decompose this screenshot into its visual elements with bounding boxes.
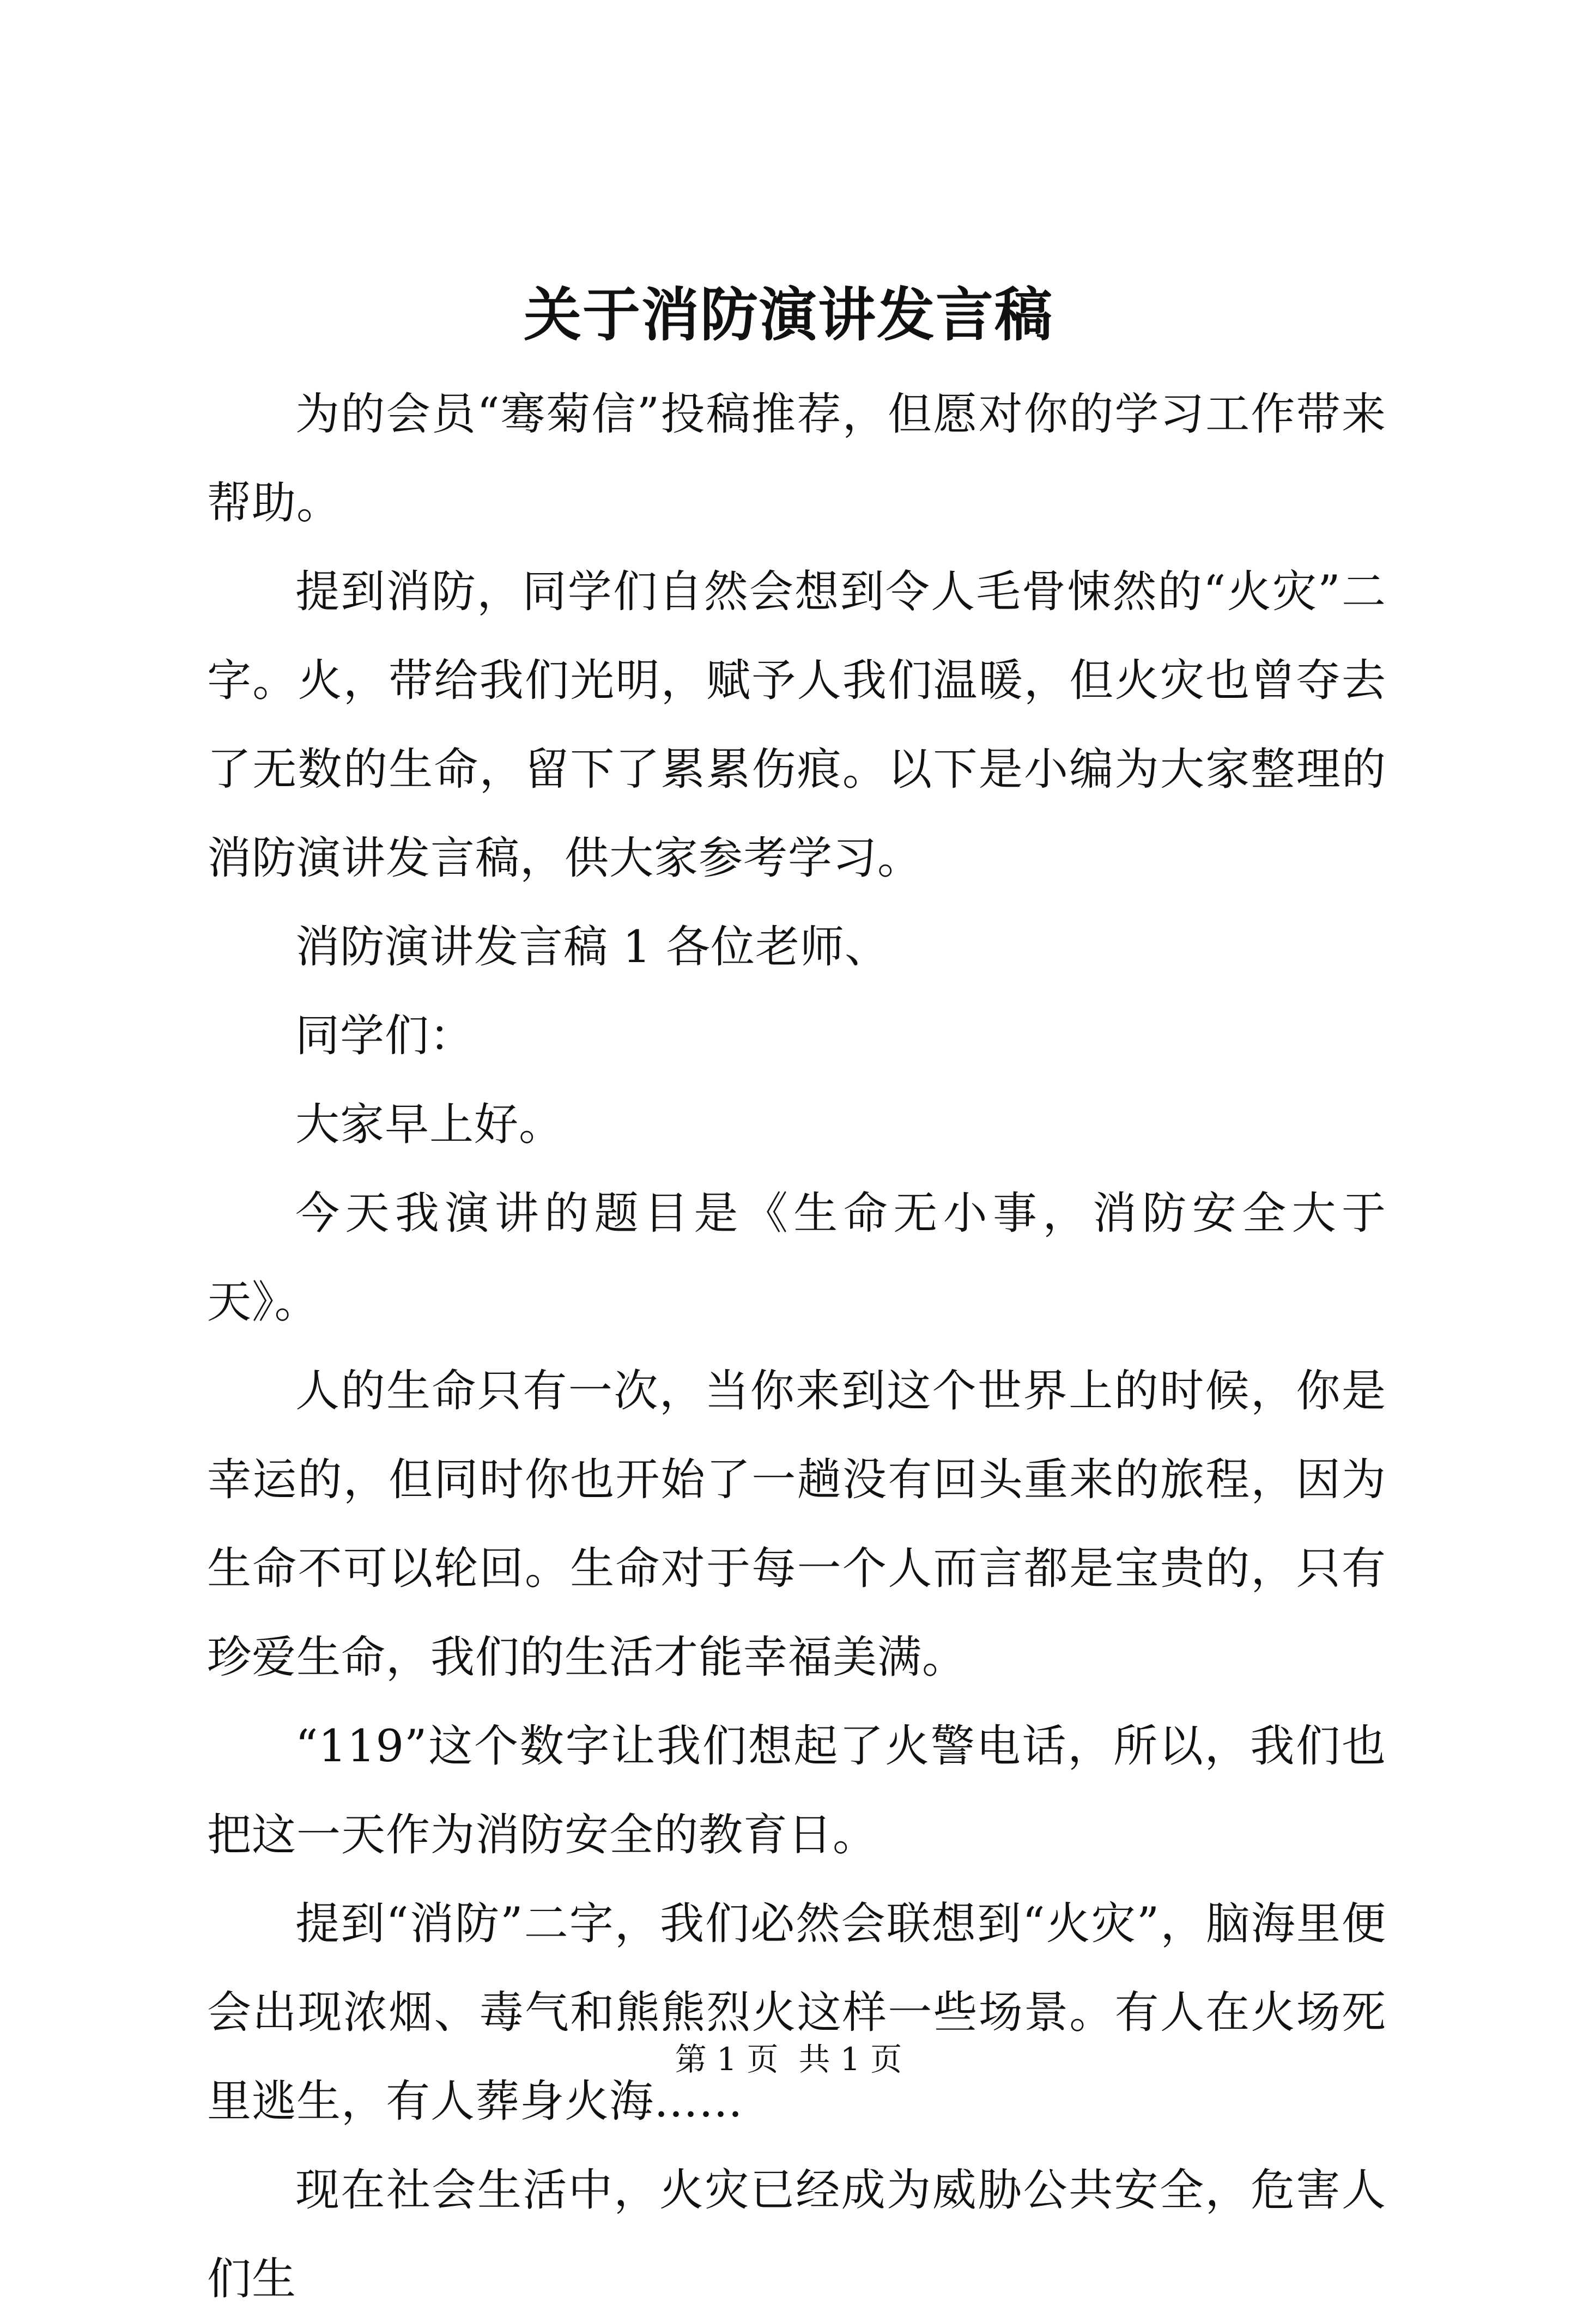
page-number-label: 第 1 页 共 1 页: [675, 2041, 902, 2078]
paragraph-salutation: 同学们：: [295, 1011, 475, 1062]
paragraph-speech-heading: 消防演讲发言稿 1 各位老师、: [295, 922, 890, 973]
paragraph-society: 现在社会生活中，火灾已经成为威胁公共安全，危害人们生: [207, 2165, 1386, 2305]
page-footer: [0, 2037, 1577, 2081]
paragraph-fire-scenes: 提到“消防”二字，我们必然会联想到“火灾”，脑海里便会出现浓烟、毒气和熊熊烈火这样一些场景。有人在火场死里逃生，有人葬身火海……: [207, 1899, 1387, 2127]
paragraph-life: 人的生命只有一次，当你来到这个世界上的时候，你是幸运的，但同时你也开始了一趟没有回头重来的旅程，因为生命不可以轮回。生命对于每一个人而言都是宝贵的，只有珍爱生命，我们的生活才能幸福美满。: [207, 1366, 1386, 1683]
document-body: [207, 370, 1386, 2324]
paragraph-preface: 提到消防，同学们自然会想到令人毛骨悚然的“火灾”二字。火，带给我们光明，赋予人我们温暖，但火灾也曾夺去了无数的生命，留下了累累伤痕。以下是小编为大家整理的消防演讲发言稿，供大家参考学习。: [207, 567, 1386, 884]
document-title: 关于消防演讲发言稿: [524, 281, 1053, 349]
paragraph-topic: 今天我演讲的题目是《生命无小事，消防安全大于天》。: [207, 1188, 1386, 1328]
paragraph-intro: 为的会员“骞菊信”投稿推荐，但愿对你的学习工作带来帮助。: [207, 389, 1386, 529]
paragraph-greeting: 大家早上好。: [295, 1099, 564, 1151]
paragraph-119: “119”这个数字让我们想起了火警电话，所以，我们也把这一天作为消防安全的教育日。: [207, 1721, 1386, 1861]
